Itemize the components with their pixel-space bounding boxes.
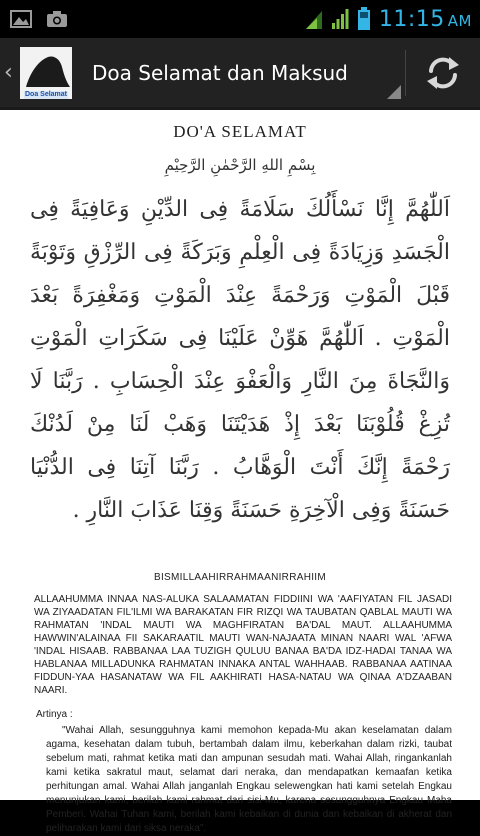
action-bar-title: Doa Selamat dan Maksud xyxy=(92,60,348,85)
refresh-button[interactable] xyxy=(406,37,480,109)
doa-content[interactable] xyxy=(0,110,480,834)
status-clock xyxy=(379,7,472,32)
refresh-icon xyxy=(423,53,463,93)
arabic-bismillah: بِسْمِ اللهِ الرَّحْمٰنِ الرَّحِيْمِ xyxy=(164,156,316,174)
title-spinner[interactable] xyxy=(72,37,405,109)
transliteration-text: ALLAAHUMMA INNAA NAS-ALUKA SALAAMATAN FIDDIINI WA 'AAFIYATAN FIL JASADI WA ZIYAADATAN FIL'ILMI WA BARAKATAN FIR RIZQI WA TAUBATAN QABLAL MAUTI WA RAHMATAN 'INDAL MAUTI WA MAGHFIRATAN BA'DAL MAUT. ALLAAHUMMA HAWWIN'ALAINAA FII SAKARAATIL MAUTI WAN-NAJAATA MINAN NAARI WAL 'AFWA 'INDAL HISAAB. RABBANAA LAA TUZIGH QULUU BANAA BA'DA IDZ-HADAI TANAA WA HABLANAA MILLADUNKA RAHMATAN INNAKA ANTAL WAHHAAB. RABBANAA AATINAA FIDDUN-YAA HASANATAW WA FIL AAKHIRATI HASA-NATAU WA QINAA A'DZAABAN NAARI. xyxy=(34,594,452,696)
chevron-left-icon[interactable]: ‹ xyxy=(4,60,13,85)
page-title: DO'A SELAMAT xyxy=(173,122,307,141)
signal-icon xyxy=(331,8,349,30)
gallery-icon xyxy=(10,10,32,28)
camera-icon xyxy=(46,10,68,28)
app-logo-text: Doa Selamat xyxy=(24,90,68,98)
translation-text: "Wahai Allah, sesungguhnya kami memohon kepada-Mu akan keselamatan dalam agama, kesehatan dalam tubuh, bertambah dalam ilmu, keberkahan dalam rizki, taubat sebelum mati, rahmat ketika mati dan ampunan sesudah mati. Wahai Allah, ringankanlah kami ketika sakratul maut, selamat dari neraka, dan mendapatkan kemaafan ketika perhitungan amal. Wahai Allah janganlah Engkau selewengkan hati kami setelah Engkau menunjukan kami, berilah kami rahmat dari sisi-Mu, karena sesungguhnya Engkau Maha Pemberi. Wahai Tuhan kami, berilah kami kebaikan di dunia dan kebaikan di akherat dan peliharakan kami dari siksa neraka". xyxy=(46,725,452,834)
transliteration-heading: BISMILLAAHIRRAHMAANIRRAHIIM xyxy=(153,572,327,583)
app-logo[interactable] xyxy=(20,47,72,99)
battery-icon xyxy=(357,7,371,31)
status-bar xyxy=(0,0,480,38)
clock-ampm: AM xyxy=(447,11,472,30)
clock-time: 11:15 xyxy=(378,6,445,32)
arabic-text: اَللّٰهُمَّ إِنَّا نَسْأَلُكَ سَلَامَةً فِى الدِّيْنِ وَعَافِيَةً فِى الْجَسَدِ وَزِيَادَةً فِى الْعِلْمِ وَبَرَكَةً فِى الرِّزْقِ وَتَوْبَةً قَبْلَ الْمَوْتِ وَرَحْمَةً عِنْدَ الْمَوْتِ وَمَغْفِرَةً بَعْدَ الْمَوْتِ . اَللّٰهُمَّ هَوِّنْ عَلَيْنَا فِى سَكَرَاتِ الْمَوْتِ وَالنَّجَاةَ مِنَ النَّارِ وَالْعَفْوَ عِنْدَ الْحِسَابِ . رَبَّنَا لَا تُزِغْ قُلُوْبَنَا بَعْدَ إِذْ هَدَيْتَنَا وَهَبْ لَنَا مِنْ لَدُنْكَ رَحْمَةً إِنَّكَ أَنْتَ الْوَهَّابُ . رَبَّنَا آتِنَا فِى الدُّنْيَا حَسَنَةً وَفِى الْآخِرَةِ حَسَنَةً وَقِنَا عَذَابَ النَّارِ . xyxy=(30,197,450,523)
spinner-indicator-icon xyxy=(387,85,401,99)
wifi-icon xyxy=(305,8,323,30)
action-bar xyxy=(0,38,480,110)
translation-label: Artinya : xyxy=(36,709,73,720)
